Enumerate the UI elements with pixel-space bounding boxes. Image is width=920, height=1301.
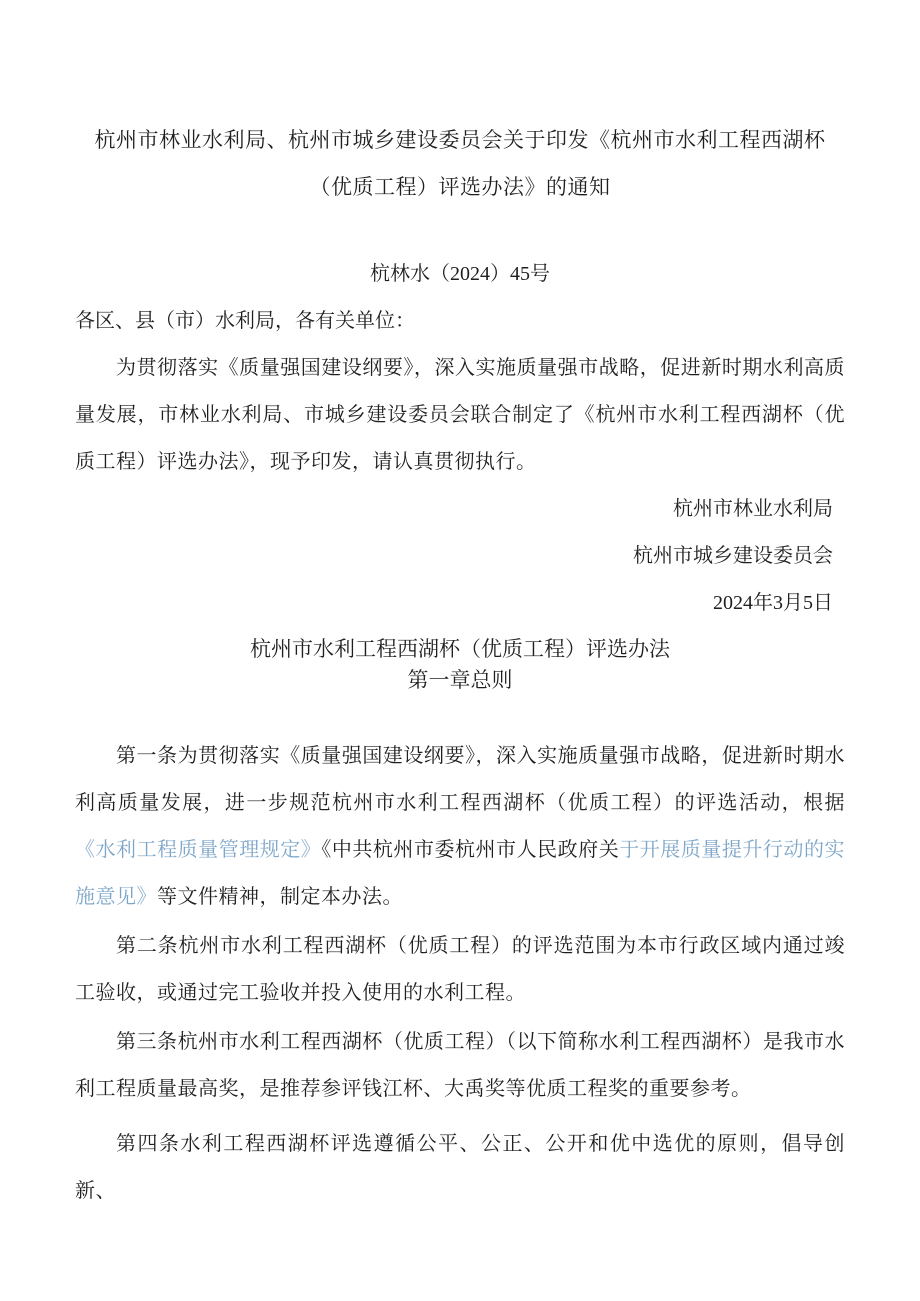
signature-org-2: 杭州市城乡建设委员会: [633, 545, 833, 567]
article-text: 等文件精神，制定本办法。: [157, 886, 403, 908]
salutation: 各区、县（市）水利局，各有关单位：: [75, 310, 415, 332]
article-link[interactable]: 于开展质量提升行动的实施意见》: [75, 839, 846, 908]
signature-date: 2024年3月5日: [713, 592, 833, 614]
regulation-title: 杭州市水利工程西湖杯（优质工程）评选办法: [250, 637, 670, 661]
doc-number: 杭林水（2024）45号: [370, 263, 550, 285]
signature-block: [75, 486, 845, 627]
notice-title: 杭州市林业水利局、杭州市城乡建设委员会关于印发《杭州市水利工程西湖杯（优质工程）评选办法》的通知: [94, 128, 826, 199]
article-paragraph: [75, 923, 845, 1017]
article-text: 《中共杭州市委杭州市人民政府关: [321, 839, 620, 861]
signature-org-1: 杭州市林业水利局: [673, 498, 833, 520]
article-text: 第三条杭州市水利工程西湖杯（优质工程）（以下简称水利工程西湖杯）是我市水利工程质量最高奖，是推荐参评钱江杯、大禹奖等优质工程奖的重要参考。: [75, 1031, 845, 1100]
article-text: 第一条为贯彻落实《质量强国建设纲要》，深入实施质量强市战略，促进新时期水利高质量发展，进一步规范杭州市水利工程西湖杯（优质工程）的评选活动，根据: [75, 745, 845, 814]
article-paragraph: [75, 733, 845, 921]
article-text: 第四条水利工程西湖杯评选遵循公平、公正、公开和优中选优的原则，倡导创新、: [75, 1133, 845, 1202]
article-text: 第二条杭州市水利工程西湖杯（优质工程）的评选范围为本市行政区域内通过竣工验收，或通过完工验收并投入使用的水利工程。: [75, 935, 845, 1004]
article-paragraph: [75, 1019, 845, 1113]
chapter-heading: 第一章总则: [407, 668, 513, 692]
article-paragraph: [75, 1121, 845, 1215]
regulation-header: [75, 634, 845, 696]
articles-section: [75, 733, 845, 1215]
article-link[interactable]: 《水利工程质量管理规定》: [75, 839, 322, 861]
notice-body-paragraph: 为贯彻落实《质量强国建设纲要》，深入实施质量强市战略，促进新时期水利高质量发展，市林业水利局、市城乡建设委员会联合制定了《杭州市水利工程西湖杯（优质工程）评选办法》，现予印发，请认真贯彻执行。: [75, 357, 845, 473]
